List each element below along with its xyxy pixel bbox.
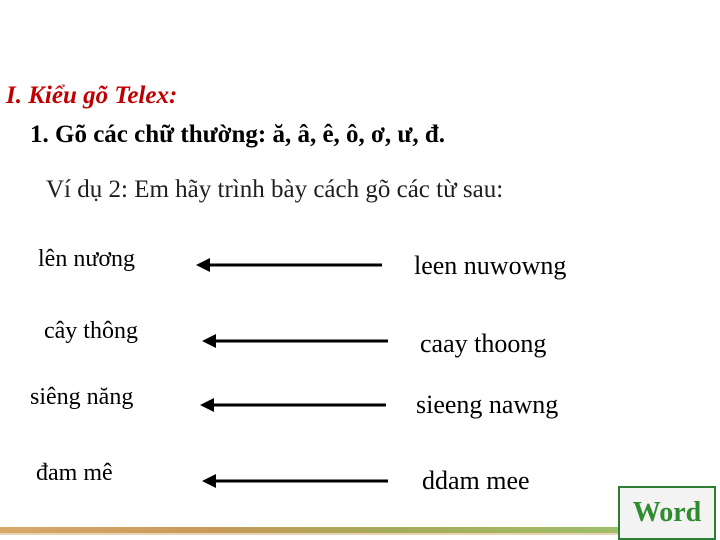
vietnamese-word: siêng năng [30, 384, 134, 410]
left-arrow-icon [194, 252, 384, 278]
vietnamese-word: đam mê [36, 460, 113, 486]
example-prompt: Ví dụ 2: Em hãy trình bày cách gõ các từ sau: [46, 176, 504, 203]
subsection-heading: 1. Gõ các chữ thường: ă, â, ê, ô, ơ, ư, đ. [30, 121, 446, 148]
telex-typing: ddam mee [422, 466, 530, 495]
telex-typing: leen nuwowng [414, 251, 567, 280]
word-link-button[interactable]: Word [618, 486, 716, 540]
telex-typing: sieeng nawng [416, 390, 559, 419]
left-arrow-icon [198, 392, 388, 418]
vietnamese-word: cây thông [44, 318, 138, 344]
telex-typing: caay thoong [420, 329, 547, 358]
vietnamese-word: lên nương [38, 246, 136, 272]
section-heading: I. Kiểu gõ Telex: [6, 82, 178, 109]
left-arrow-icon [200, 468, 390, 494]
footer-divider-shadow [0, 533, 618, 535]
left-arrow-icon [200, 328, 390, 354]
